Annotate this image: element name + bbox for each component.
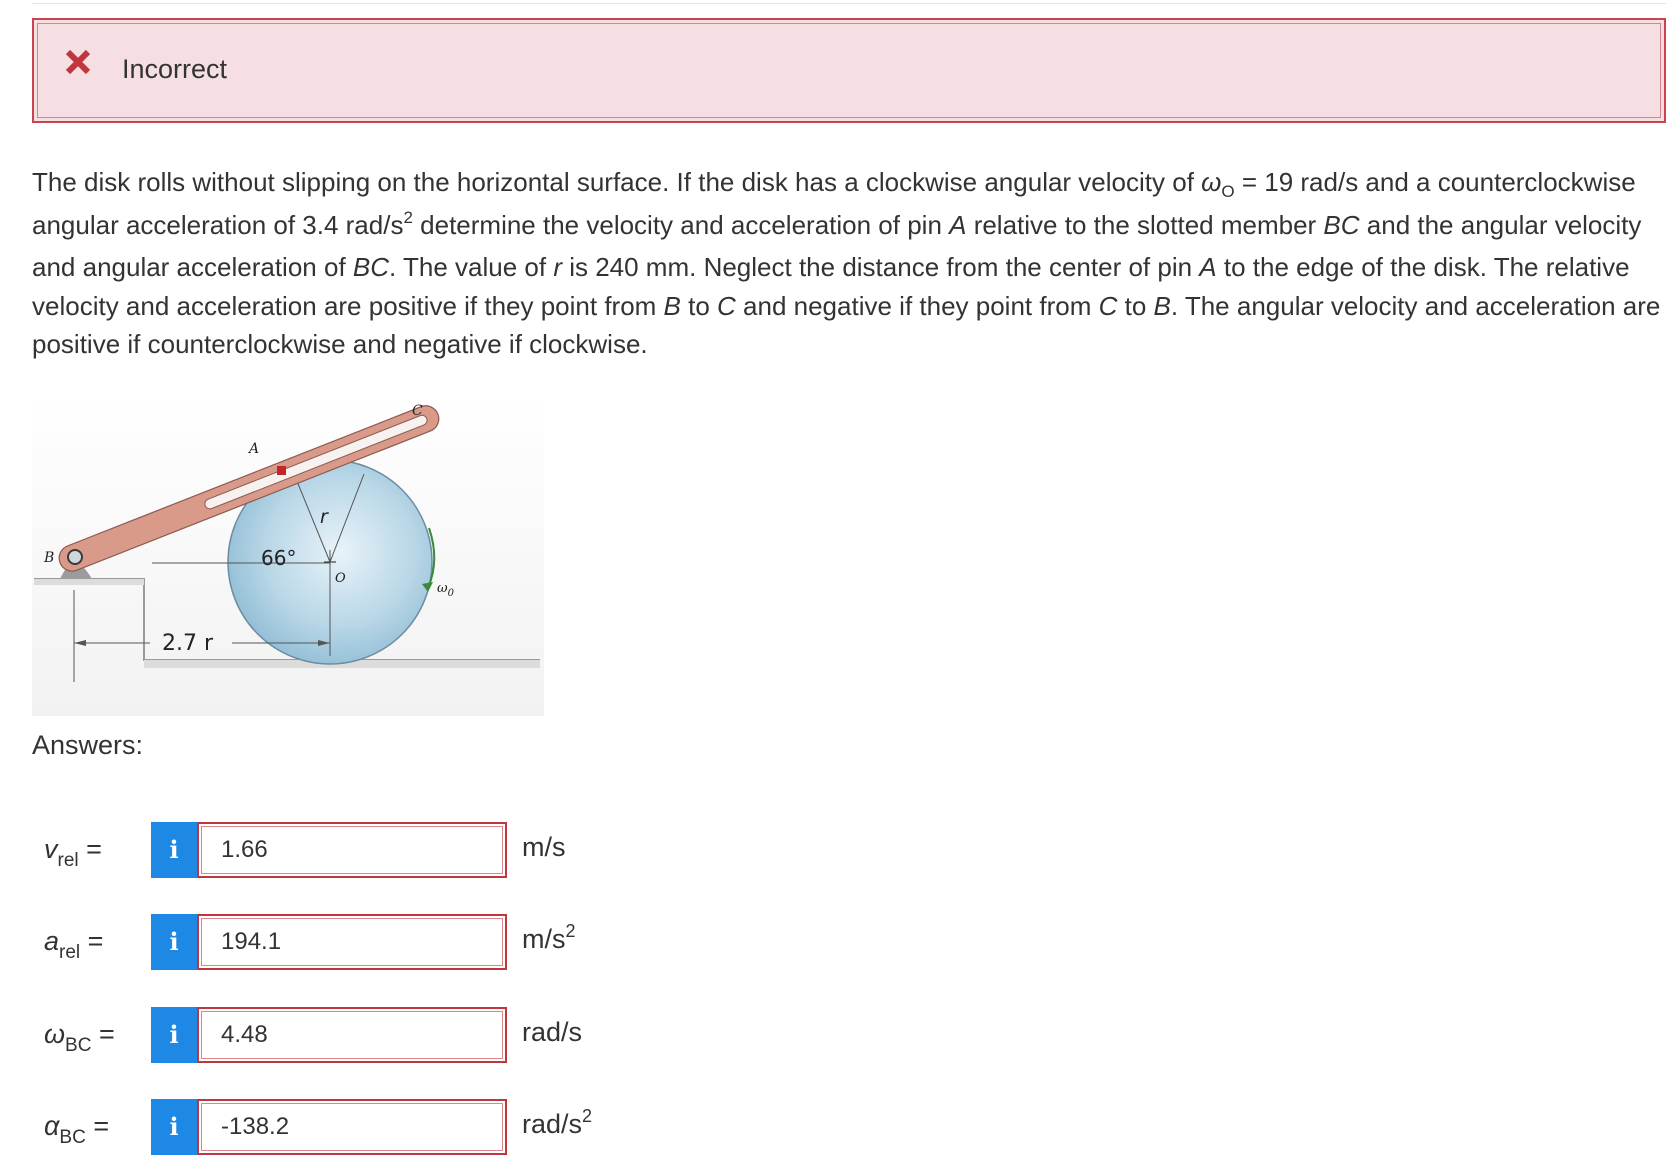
omega-bc-input[interactable]	[197, 1007, 507, 1063]
step-shade	[34, 579, 144, 585]
alpha-bc-label: $\alpha_{BC}$ =	[44, 1111, 110, 1148]
omega-bc-unit: rad/s	[522, 1017, 583, 1047]
O-label: O	[335, 571, 346, 586]
C-label: C	[412, 403, 423, 419]
angle-label: 66°	[261, 546, 297, 570]
incorrect-feedback-banner	[32, 18, 1666, 123]
x-icon	[64, 48, 92, 76]
answer-row-omega-bc	[0, 1007, 900, 1063]
info-button[interactable]: i	[151, 822, 197, 878]
arel-unit: $m/s^2$	[522, 921, 576, 954]
top-divider	[32, 3, 1666, 4]
omega-label: $\omega_0$	[437, 581, 454, 599]
pin-a	[277, 466, 286, 475]
info-button[interactable]: i	[151, 914, 197, 970]
r-label: r	[320, 506, 328, 528]
info-button[interactable]: i	[151, 1099, 197, 1155]
answers-heading: Answers:	[32, 730, 144, 760]
vrel-label: $v_{rel}$ =	[44, 834, 102, 871]
A-label: A	[249, 441, 260, 457]
question-text: The disk rolls without slipping on the horizontal surface. If the disk has a clockwise angular velocity of $\omega_O = 19$ rad/s and a counterclockwise angular acceleration of 3.4 rad/$s^2$ determine the velocity and acceleration of pin A relative to the slotted member BC and the angular velocity and angular acceleration of BC. The value of r is 240 mm. Neglect the distance from the center of pin A to the edge of the disk. The relative velocity and acceleration are positive if they point from B to C and negative if they point from C to B. The angular velocity and acceleration are positive if counterclockwise and negative if clockwise.	[32, 167, 1661, 359]
answer-row-alpha-bc	[0, 1099, 900, 1155]
alpha-bc-input[interactable]	[197, 1099, 507, 1155]
answer-row-vrel	[0, 822, 900, 878]
alpha-bc-unit: rad/$s^2$	[522, 1106, 593, 1139]
arel-input[interactable]	[197, 914, 507, 970]
vrel-input[interactable]	[197, 822, 507, 878]
disk-slotted-member-figure	[32, 390, 544, 716]
feedback-status-text: Incorrect	[122, 54, 228, 84]
omega-bc-label: $\omega_{BC}$ =	[44, 1019, 115, 1056]
arel-label: $a_{rel}$ =	[44, 926, 104, 963]
distance-label: 2.7 r	[162, 631, 214, 656]
answer-row-arel	[0, 914, 900, 970]
B-label: B	[44, 550, 55, 566]
vrel-unit: m/s	[522, 832, 566, 862]
pin-b	[68, 550, 82, 564]
info-button[interactable]: i	[151, 1007, 197, 1063]
